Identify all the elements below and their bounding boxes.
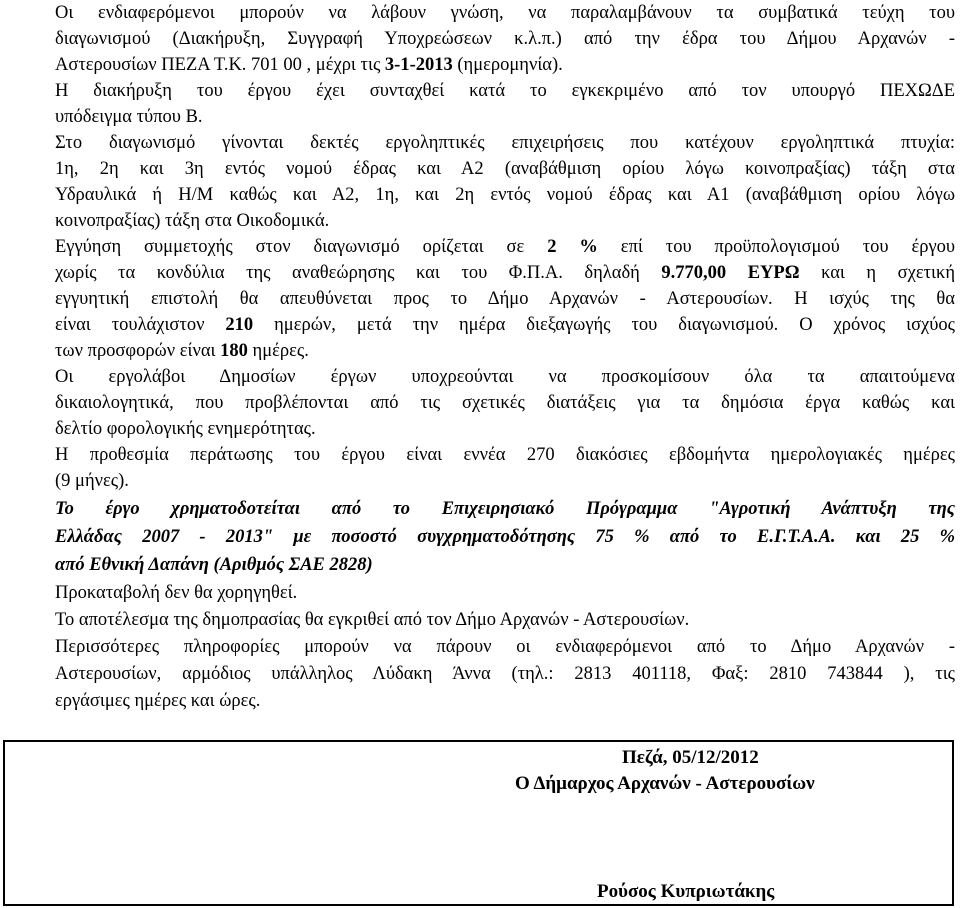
paragraph-eligibility-line: 1η, 2η και 3η εντός νομού έδρας και Α2 (αναβάθμιση ορίου λόγω κοινοπραξίας) τάξη στα (55, 159, 955, 179)
paragraph-funding-line: Ελλάδας 2007 - 2013" με ποσοστό συγχρηματοδότησης 75 % από το Ε.Γ.Τ.Α.Α. και 25 % (55, 527, 955, 547)
offer-validity-days: 180 (220, 341, 248, 361)
paragraph-guarantee-line: Εγγύηση συμμετοχής στον διαγωνισμό ορίζεται σε 2 % επί του προϋπολογισμού του έργου (55, 237, 956, 257)
paragraph-documents-line: Οι ενδιαφερόμενοι μπορούν να λάβουν γνώση, να παραλαμβάνουν τα συμβατικά τεύχη του (55, 3, 955, 23)
paragraph-advance-payment: Προκαταβολή δεν θα χορηγηθεί. (55, 583, 298, 603)
signature-name: Ρούσος Κυπριωτάκης (597, 881, 775, 902)
paragraph-funding-line: από Εθνική Δαπάνη (Αριθμός ΣΑΕ 2828) (55, 555, 373, 575)
guarantee-validity-days: 210 (225, 315, 254, 335)
paragraph-deadline-line: (9 μήνες). (55, 471, 129, 491)
paragraph-eligibility-line: Στο διαγωνισμό γίνονται δεκτές εργοληπτικές επιχειρήσεις που κατέχουν εργοληπτικά πτυχία: (55, 133, 955, 153)
paragraph-template-line: υπόδειγμα τύπου Β. (55, 107, 203, 127)
paragraph-documents-line: διαγωνισμού (Διακήρυξη, Συγγραφή Υποχρεώσεων κ.λ.π.) από την έδρα του Δήμου Αρχανών - (55, 29, 955, 49)
paragraph-deadline-line: Η προθεσμία περάτωσης του έργου είναι εννέα 270 διακόσιες εβδομήντα ημερολογιακές ημέρες (55, 445, 955, 465)
paragraph-documents-required-line: Οι εργολάβοι Δημοσίων έργων υποχρεούνται να προσκομίσουν όλα τα απαιτούμενα (55, 367, 955, 387)
guarantee-percent: 2 % (547, 237, 598, 257)
paragraph-result-approval: Το αποτέλεσμα της δημοπρασίας θα εγκριθεί από τον Δήμο Αρχανών - Αστερουσίων. (55, 610, 690, 630)
paragraph-template-line: Η διακήρυξη του έργου έχει συνταχθεί κατά το εγκεκριμένο από τον υπουργό ΠΕΧΩΔΕ (55, 81, 955, 101)
paragraph-eligibility-line: κοινοπραξίας) τάξη στα Οικοδομικά. (55, 211, 330, 231)
signature-box (3, 740, 954, 906)
paragraph-guarantee-line: είναι τουλάχιστον 210 ημερών, μετά την ημέρα διεξαγωγής του διαγωνισμού. Ο χρόνος ισχύος (55, 315, 955, 335)
signature-place-date: Πεζά, 05/12/2012 (622, 747, 759, 768)
signature-role: Ο Δήμαρχος Αρχανών - Αστερουσίων (515, 773, 815, 794)
paragraph-documents-required-line: δικαιολογητικά, που προβλέπονται από τις σχετικές διατάξεις για τα δημόσια έργα καθώς και (55, 393, 955, 413)
paragraph-guarantee-line: εγγυητική επιστολή θα απευθύνεται προς το Δήμο Αρχανών - Αστερουσίων. Η ισχύς της θα (55, 289, 955, 309)
paragraph-contact-line: Αστερουσίων, αρμόδιος υπάλληλος Λύδακη Άννα (τηλ.: 2813 401118, Φαξ: 2810 743844 ), τις (55, 664, 955, 684)
paragraph-contact-line: εργάσιμες ημέρες και ώρες. (55, 691, 261, 711)
paragraph-eligibility-line: Υδραυλικά ή Η/Μ καθώς και Α2, 1η, και 2η εντός νομού έδρας και Α1 (αναβάθμιση ορίου λόγω (55, 185, 955, 205)
paragraph-documents-required-line: δελτίο φορολογικής ενημερότητας. (55, 419, 316, 439)
paragraph-documents-line: Αστερουσίων ΠΕΖΑ Τ.Κ. 701 00 , μέχρι τις 3-1-2013 (ημερομηνία). (55, 55, 563, 75)
paragraph-guarantee-line: χωρίς τα κονδύλια της αναθεώρησης και του Φ.Π.Α. δηλαδή 9.770,00 ΕΥΡΩ και η σχετική (55, 263, 955, 283)
paragraph-guarantee-line: των προσφορών είναι 180 ημέρες. (55, 341, 309, 361)
guarantee-amount: 9.770,00 ΕΥΡΩ (661, 263, 800, 283)
deadline-date: 3-1-2013 (384, 55, 453, 75)
paragraph-funding-line: Το έργο χρηματοδοτείται από το Επιχειρησιακό Πρόγραμμα "Αγροτική Ανάπτυξη της (55, 499, 955, 519)
paragraph-contact-line: Περισσότερες πληροφορίες μπορούν να πάρουν οι ενδιαφερόμενοι από το Δήμο Αρχανών - (55, 637, 955, 657)
